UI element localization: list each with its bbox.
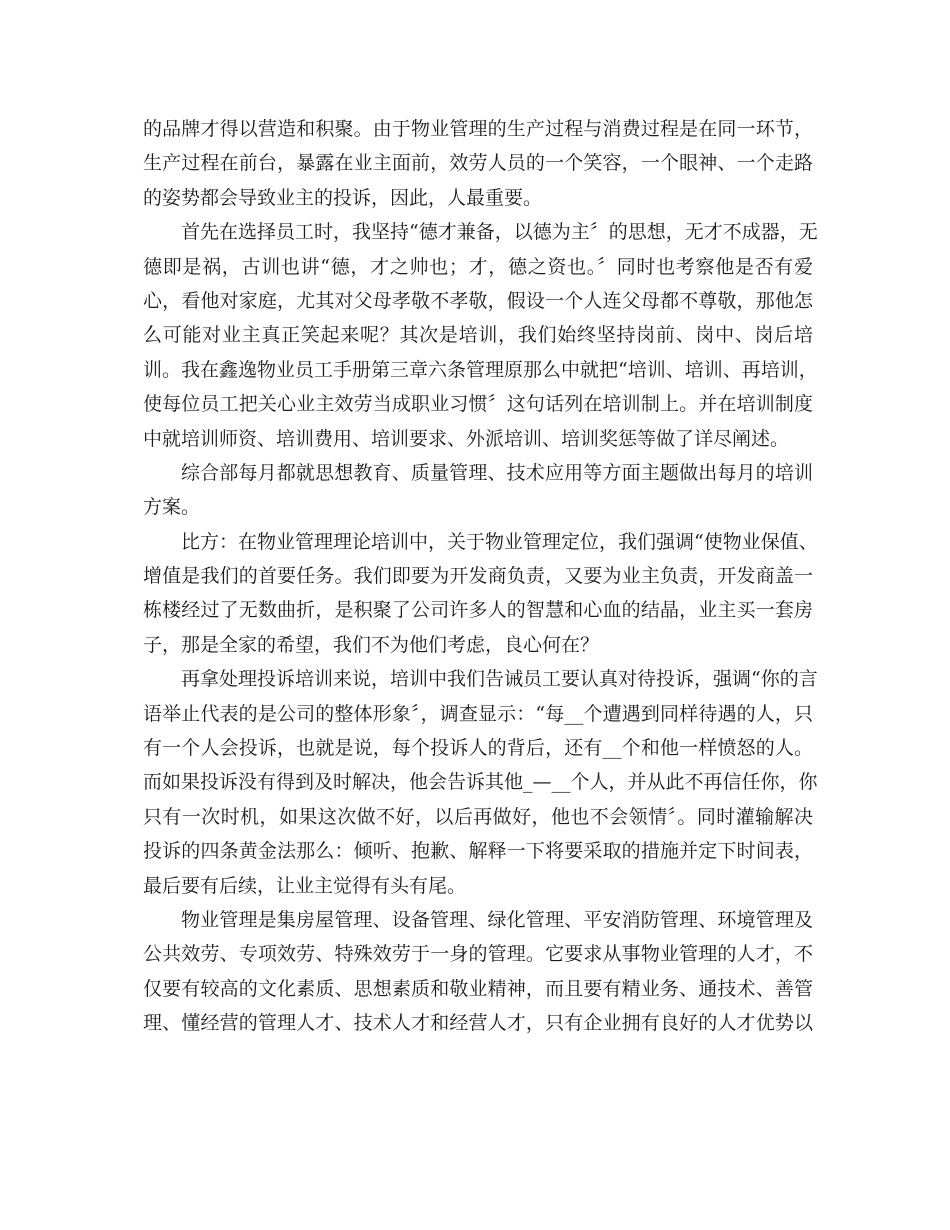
text-line: 投诉的四条黄金法那么：倾听、抱歉、解释一下将要采取的措施并定下时间表， xyxy=(143,840,813,863)
text-line: 训。我在鑫逸物业员工手册第三章六条管理原那么中就把“培训、培训、再培训， xyxy=(143,358,818,381)
text-line: 首先在选择员工时，我坚持“德才兼备，以德为主〞的思想，无才不成器，无 xyxy=(181,221,818,244)
text-line: 语举止代表的是公司的整体形象〞，调查显示：“每__个遭遇到同样待遇的人，只 xyxy=(143,702,813,725)
paragraph xyxy=(143,903,813,1041)
text-line: 物业管理是集房屋管理、设备管理、绿化管理、平安消防管理、环境管理及 xyxy=(181,908,813,931)
paragraph xyxy=(143,112,813,215)
text-line: 再拿处理投诉培训来说，培训中我们告诫员工要认真对待投诉，强调“你的言 xyxy=(181,668,818,691)
text-line: 生产过程在前台，暴露在业主面前，效劳人员的一个笑容，一个眼神、一个走路 xyxy=(143,152,813,175)
document-body xyxy=(143,112,818,1041)
text-line: 有一个人会投诉，也就是说，每个投诉人的背后，还有__个和他一样愤怒的人。 xyxy=(143,737,813,760)
paragraph xyxy=(143,525,818,663)
text-line: 的姿势都会导致业主的投诉，因此，人最重要。 xyxy=(143,186,543,209)
text-line: 增值是我们的首要任务。我们即要为开发商负责，又要为业主负责，开发商盖一 xyxy=(143,565,813,588)
text-line: 心，看他对家庭，尤其对父母孝敬不孝敬，假设一个人连父母都不尊敬，那他怎 xyxy=(143,289,813,312)
text-line: 德即是祸，古训也讲“德，才之帅也；才，德之资也。〞同时也考察他是否有爱 xyxy=(143,255,813,278)
text-line: 使每位员工把关心业主效劳当成职业习惯〞这句话列在培训制上。并在培训制度 xyxy=(143,393,813,416)
text-line: 么可能对业主真正笑起来呢？其次是培训，我们始终坚持岗前、岗中、岗后培 xyxy=(143,324,813,347)
paragraph xyxy=(143,456,813,525)
text-line: 的品牌才得以营造和积聚。由于物业管理的生产过程与消费过程是在同一环节， xyxy=(143,118,813,140)
paragraph xyxy=(143,662,818,903)
text-line: 理、懂经营的管理人才、技术人才和经营人才，只有企业拥有良好的人才优势以 xyxy=(143,1012,813,1035)
text-line: 比方：在物业管理理论培训中，关于物业管理定位，我们强调“使物业保值、 xyxy=(181,530,818,553)
text-line: 仅要有较高的文化素质、思想素质和敬业精神，而且要有精业务、通技术、善管 xyxy=(143,977,813,1000)
text-line: 方案。 xyxy=(143,496,201,519)
text-line: 综合部每月都就思想教育、质量管理、技术应用等方面主题做出每月的培训 xyxy=(181,461,813,484)
text-line: 中就培训师资、培训费用、培训要求、外派培训、培训奖惩等做了详尽阐述。 xyxy=(143,427,790,450)
text-line: 最后要有后续，让业主觉得有头有尾。 xyxy=(143,874,467,897)
paragraph xyxy=(143,215,818,456)
text-line: 栋楼经过了无数曲折，是积聚了公司许多人的智慧和心血的结晶，业主买一套房 xyxy=(143,599,813,622)
text-line: 只有一次时机，如果这次做不好，以后再做好，他也不会领情〞。同时灌输解决 xyxy=(143,805,813,828)
text-line: 而如果投诉没有得到及时解决，他会告诉其他_—__个人，并从此不再信任你，你 xyxy=(143,771,818,794)
text-line: 公共效劳、专项效劳、特殊效劳于一身的管理。它要求从事物业管理的人才，不 xyxy=(143,943,813,966)
text-line: 子，那是全家的希望，我们不为他们考虑，良心何在？ xyxy=(143,633,600,656)
